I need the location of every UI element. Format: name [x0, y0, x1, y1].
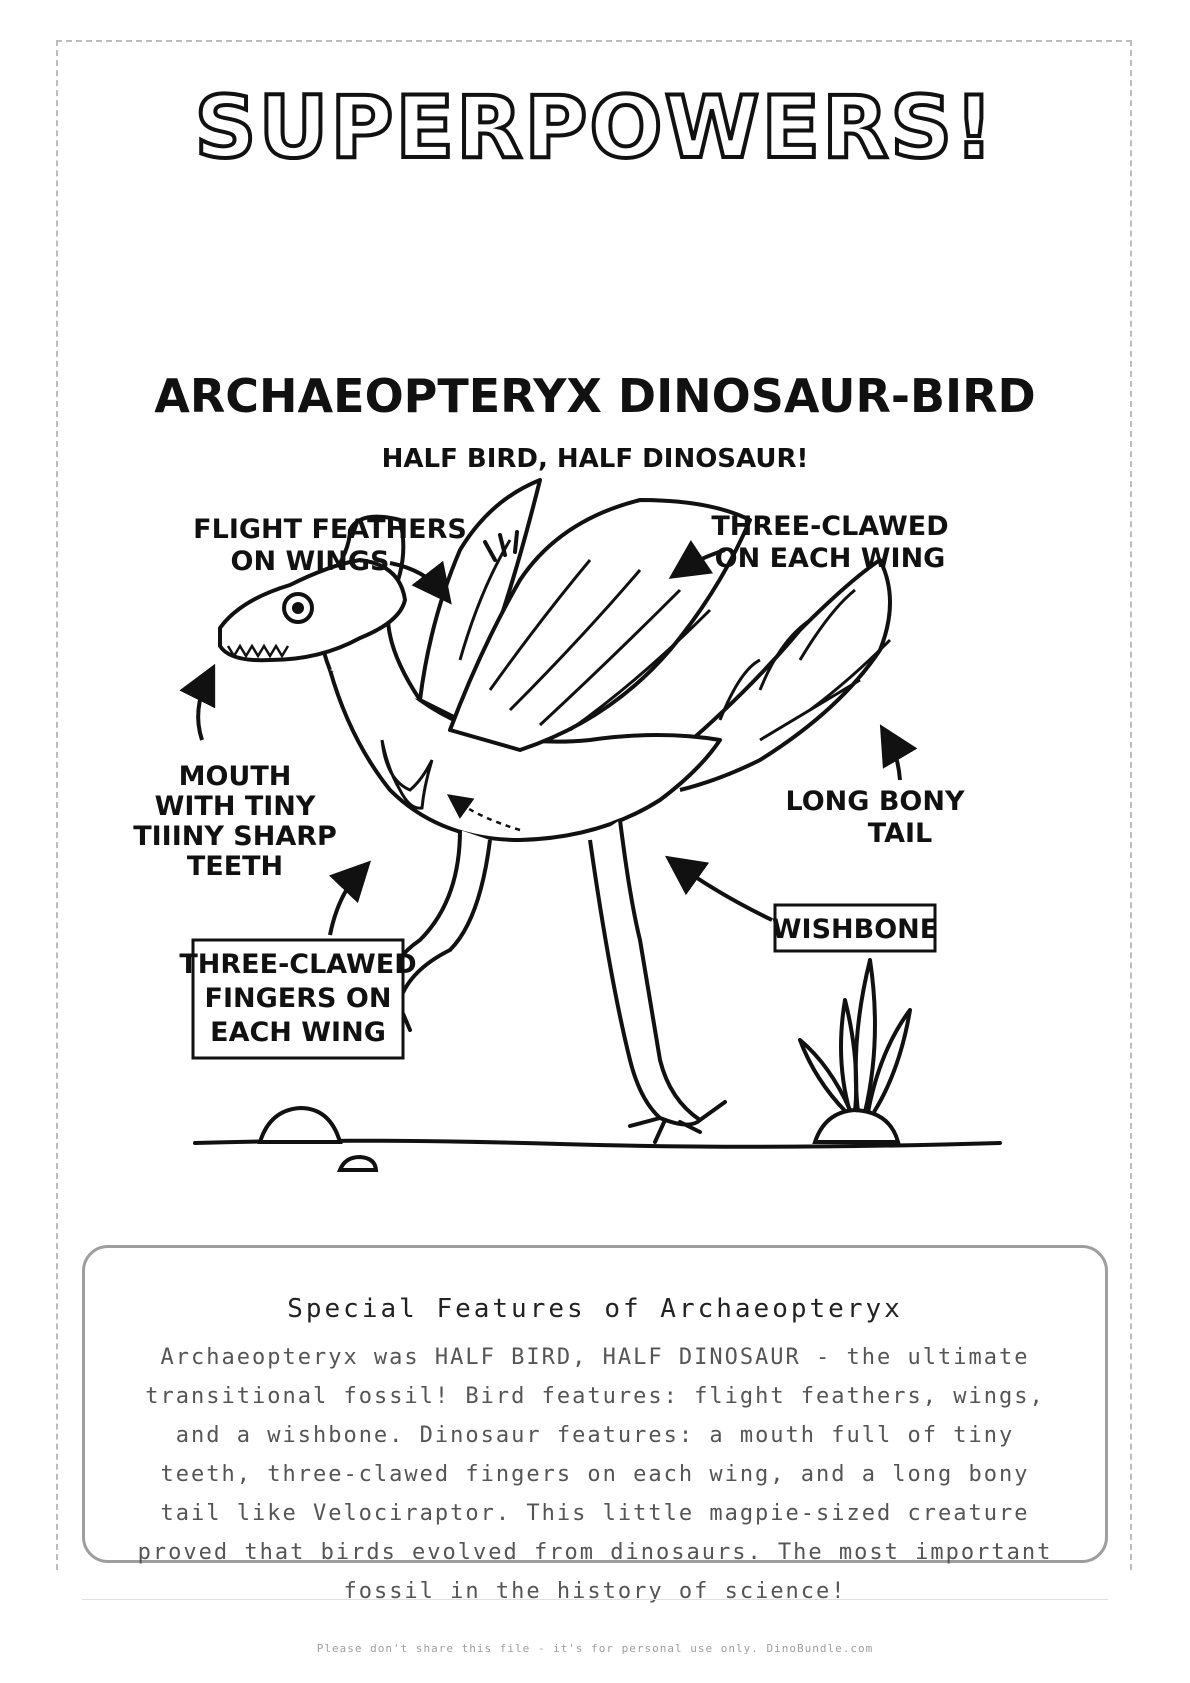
illustration-svg	[133, 360, 1036, 1190]
diagram-subheading: HALF BIRD, HALF DINOSAUR!	[381, 444, 809, 474]
label-line: LONG BONY	[785, 786, 965, 817]
label-line: ON WINGS	[230, 546, 390, 577]
label-line: EACH WING	[210, 1017, 386, 1048]
arrow	[198, 678, 208, 740]
label-line: ON EACH WING	[714, 543, 946, 574]
label-line: THREE-CLAWED	[711, 511, 949, 542]
arrow	[330, 872, 360, 935]
label-line: TAIL	[867, 818, 933, 849]
label-wishbone	[678, 865, 938, 951]
arrow	[678, 865, 772, 920]
label-three-clawed-top	[682, 511, 949, 574]
label-long-tail	[785, 738, 964, 849]
info-title: Special Features of Archaeopteryx	[287, 1294, 903, 1324]
rock	[815, 1110, 898, 1142]
label-line: FINGERS ON	[204, 983, 392, 1014]
pebble	[340, 1157, 376, 1170]
leg-front	[590, 820, 700, 1125]
label-three-clawed-box	[179, 872, 416, 1058]
pupil	[292, 602, 304, 614]
footer-divider	[82, 1599, 1108, 1600]
label-line: TIIINY SHARP	[133, 821, 337, 852]
rock	[260, 1108, 340, 1142]
label-mouth	[133, 678, 337, 882]
footer-notice: Please don't share this file - it's for personal use only. DinoBundle.com	[316, 1642, 874, 1655]
label-line: THREE-CLAWED	[179, 949, 417, 980]
page-title: SUPERPOWERS!	[194, 78, 996, 178]
label-line: FLIGHT FEATHERS	[193, 514, 467, 545]
label-line: MOUTH	[178, 761, 292, 792]
label-line: TEETH	[186, 851, 284, 882]
info-text: Archaeopteryx was HALF BIRD, HALF DINOSAUR - the ultimate transitional fossil! Bird features: flight feathers, wings, and a wishbone. Dinosaur features: a mouth full of tiny teeth, three-clawed fingers on each wing, and a long bony tail like Velociraptor. This little magpie-sized creature proved that birds evolved from dinosaurs. The most important fossil in the history of science!	[137, 1345, 1053, 1604]
archaeopteryx-illustration	[133, 360, 1036, 1190]
diagram-heading: ARCHAEOPTERYX DINOSAUR-BIRD	[154, 369, 1036, 423]
info-box	[82, 1245, 1108, 1604]
label-line: WISHBONE	[771, 914, 939, 945]
label-line: WITH TINY	[154, 791, 316, 822]
plant	[800, 960, 910, 1112]
arrow	[888, 738, 900, 780]
